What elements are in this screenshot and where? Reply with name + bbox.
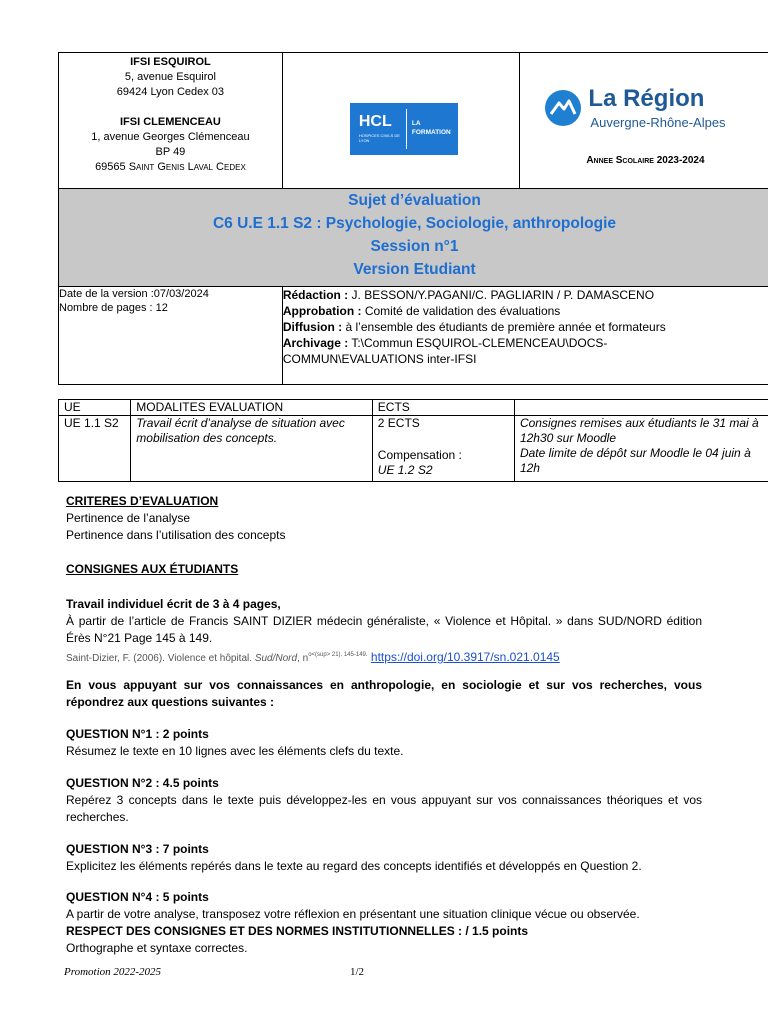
region-logo-cell — [520, 53, 768, 189]
deadline-cell — [514, 416, 768, 482]
question-title: QUESTION N°4 : 5 points — [66, 890, 209, 904]
compensation-value: UE 1.2 S2 — [377, 463, 433, 477]
schools-cell — [59, 53, 283, 189]
region-logo-subtitle: Auvergne-Rhône-Alpes — [590, 115, 726, 130]
citation-journal: Sud/Nord — [254, 653, 298, 664]
archivage-value: T:\Commun ESQUIROL-CLEMENCEAU\DOCS-COMMUN\EVALUATIONS inter-IFSI — [282, 336, 608, 366]
consignes-header — [514, 400, 768, 416]
question-text: Repérez 3 concepts dans le texte puis développez-les en vous appuyant sur vos connaissances théoriques et vos recherches. — [66, 793, 702, 824]
school-clemenceau — [59, 113, 282, 175]
school-city: 69424 Lyon Cedex 03 — [116, 86, 225, 98]
redaction-value: J. BESSON/Y.PAGANI/C. PAGLIARIN / P. DAMASCENO — [348, 288, 655, 302]
metadata-cell — [282, 287, 768, 385]
respect-text: Orthographe et syntaxe correctes. — [66, 941, 248, 955]
intro-text: En vous appuyant sur vos connaissances en anthropologie, en sociologie et sur vos recherches, vous répondrez aux questions suivantes : — [66, 678, 702, 709]
travail-title: Travail individuel écrit de 3 à 4 pages, — [66, 597, 281, 611]
citation — [66, 647, 702, 667]
diffusion-row — [283, 319, 768, 335]
modalites-header: MODALITES EVALUATION — [131, 400, 373, 416]
doc-subtitle: C6 U.E 1.1 S2 : Psychologie, Sociologie, anthropologie — [212, 215, 617, 232]
school-city: 69565 Saint Genis Laval Cedex — [95, 161, 246, 173]
question-text: Résumez le texte en 10 lignes avec les éléments clefs du texte. — [66, 744, 404, 758]
doc-session: Session n°1 — [370, 238, 459, 255]
hcl-logo — [350, 103, 458, 155]
citation-prefix: Saint-Dizier, F. (2006). Violence et hôpital. — [66, 653, 255, 664]
diffusion-value: à l’ensemble des étudiants de première année et formateurs — [342, 320, 666, 334]
criteres-title: CRITERES D’EVALUATION — [66, 494, 219, 508]
consignes-heading: CONSIGNES AUX ÉTUDIANTS — [66, 562, 239, 576]
compensation-label: Compensation : — [377, 448, 462, 462]
redaction-label: Rédaction : — [282, 288, 349, 302]
ue-table — [58, 399, 768, 482]
doc-version: Version Etudiant — [353, 261, 476, 278]
question-text: A partir de votre analyse, transposez votre réflexion en présentant une situation clinique vécue ou observée. — [66, 907, 640, 921]
header-table — [58, 52, 768, 385]
citation-suffix: , n — [297, 653, 309, 664]
respect-title: RESPECT DES CONSIGNES ET DES NORMES INSTITUTIONNELLES : / 1.5 points — [66, 924, 529, 938]
approbation-value: Comité de validation des évaluations — [361, 304, 561, 318]
version-info-cell — [59, 287, 283, 385]
title-band — [59, 189, 768, 287]
archivage-label: Archivage : — [282, 336, 349, 350]
ue-cell: UE 1.1 S2 — [59, 416, 131, 482]
question-title: QUESTION N°2 : 4.5 points — [66, 776, 219, 790]
question-title: QUESTION N°1 : 2 points — [66, 727, 209, 741]
hcl-logo-main: HCL — [358, 113, 392, 130]
school-bp: BP 49 — [155, 146, 186, 158]
school-esquirol — [59, 53, 282, 100]
footer-promotion: Promotion 2022-2025 — [64, 966, 162, 978]
doc-title: Sujet d’évaluation — [348, 192, 481, 209]
version-date: Date de la version :07/03/2024 — [59, 288, 209, 300]
hcl-logo-right: LA FORMATION — [411, 120, 451, 136]
question-3 — [66, 841, 702, 875]
critere-item: Pertinence de l’analyse — [66, 511, 191, 525]
diffusion-label: Diffusion : — [282, 320, 343, 334]
modalites-cell: Travail écrit d’analyse de situation avec mobilisation des concepts. — [131, 416, 373, 482]
consignes-title — [66, 561, 702, 578]
question-1 — [66, 726, 702, 760]
region-logo — [544, 87, 754, 135]
consignes-date: Consignes remises aux étudiants le 31 mai à 12h30 sur Moodle — [519, 416, 759, 445]
school-name: IFSI CLEMENCEAU — [120, 116, 221, 128]
travail-text: À partir de l’article de Francis SAINT DIZIER médecin généraliste, « Violence et Hôpital. » dans SUD/NORD édition Érès N°21 Page 145 à 149. — [66, 614, 702, 645]
footer-page-number: 1/2 — [350, 966, 365, 978]
ects-header: ECTS — [372, 400, 514, 416]
hcl-logo-divider — [406, 109, 407, 149]
region-mountain-icon — [544, 89, 582, 127]
hcl-logo-sub: HOSPICES CIVILS DE LYON — [358, 133, 400, 143]
redaction-row — [283, 287, 768, 303]
deadline-date: Date limite de dépôt sur Moodle le 04 juin à 12h — [519, 446, 751, 475]
ects-cell — [372, 416, 514, 482]
doi-link[interactable]: https://doi.org/10.3917/sn.021.0145 — [370, 650, 560, 664]
critere-item: Pertinence dans l’utilisation des concepts — [66, 528, 286, 542]
criteres-section — [66, 493, 702, 544]
citation-sup: o<(sup> 21). 145-149. — [308, 652, 368, 658]
hcl-logo-cell — [282, 53, 520, 189]
approbation-label: Approbation : — [282, 304, 362, 318]
question-4 — [66, 889, 702, 957]
archivage-row — [283, 335, 663, 367]
ects-value: 2 ECTS — [377, 416, 420, 430]
question-text: Explicitez les éléments repérés dans le texte au regard des concepts identifiés et développés en Question 2. — [66, 859, 642, 873]
ue-header: UE — [59, 400, 131, 416]
travail-section — [66, 596, 702, 667]
page-count: Nombre de pages : 12 — [59, 302, 168, 314]
school-address: 1, avenue Georges Clémenceau — [91, 131, 250, 143]
school-year: Annee Scolaire 2023-2024 — [586, 155, 705, 166]
approbation-row — [283, 303, 768, 319]
school-name: IFSI ESQUIROL — [130, 56, 211, 68]
question-2 — [66, 775, 702, 826]
region-logo-title: La Région — [588, 85, 705, 112]
school-address: 5, avenue Esquirol — [124, 71, 216, 83]
question-title: QUESTION N°3 : 7 points — [66, 842, 209, 856]
